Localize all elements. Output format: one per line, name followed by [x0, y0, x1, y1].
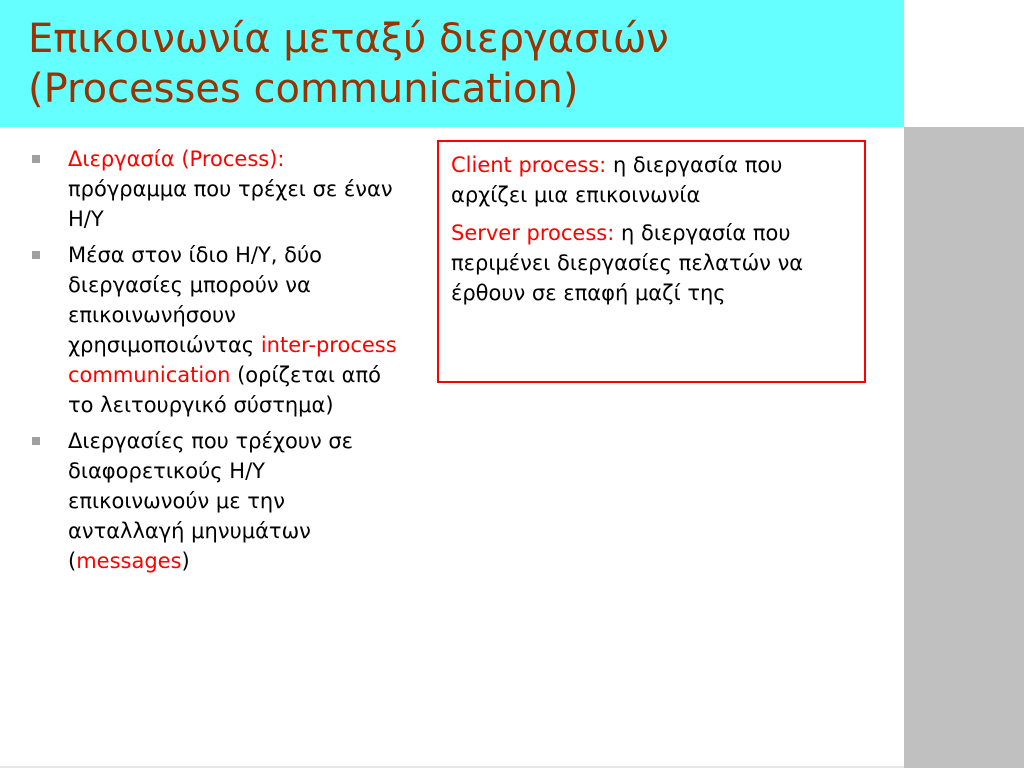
- process-definition: πρόγραμμα που τρέχει σε έναν Η/Υ: [68, 177, 393, 231]
- server-definition: η διεργασία που περιμένει διεργασίες πελατών να έρθουν σε επαφή μαζί της: [451, 221, 804, 305]
- title-band: [0, 0, 904, 127]
- client-process-paragraph: [451, 150, 852, 210]
- client-definition: η διεργασία που αρχίζει μια επικοινωνία: [451, 153, 783, 207]
- side-bar-top: [904, 0, 1024, 127]
- messages-text-after: ): [181, 549, 190, 573]
- ipc-text-after: (ορίζεται από το λειτουργικό σύστημα): [68, 363, 381, 417]
- client-term: Client process:: [451, 153, 607, 177]
- process-term: Διεργασία (Process):: [68, 147, 285, 171]
- messages-term: messages: [76, 549, 182, 573]
- slide-title: Επικοινωνία μεταξύ διεργασιών (Processes communication): [28, 16, 669, 112]
- bullet-item-ipc: [28, 240, 400, 420]
- bullet-item-process: [28, 144, 400, 234]
- messages-text-before: Διεργασίες που τρέχουν σε διαφορετικούς Η/Υ επικοινωνούν με την ανταλλαγή μηνυμάτων (: [68, 429, 354, 573]
- bullet-item-messages: [28, 426, 400, 576]
- bullet-square-icon: [32, 155, 40, 163]
- ipc-text-before: Μέσα στον ίδιο Η/Υ, δύο διεργασίες μπορούν να επικοινωνήσουν χρησιμοποιώντας: [68, 243, 322, 357]
- bullet-square-icon: [32, 251, 40, 259]
- bullet-square-icon: [32, 437, 40, 445]
- bullet-list: [28, 144, 400, 582]
- server-process-paragraph: [451, 218, 852, 308]
- client-server-box: [437, 140, 866, 383]
- server-term: Server process:: [451, 221, 615, 245]
- ipc-term: inter-process communication: [68, 333, 397, 387]
